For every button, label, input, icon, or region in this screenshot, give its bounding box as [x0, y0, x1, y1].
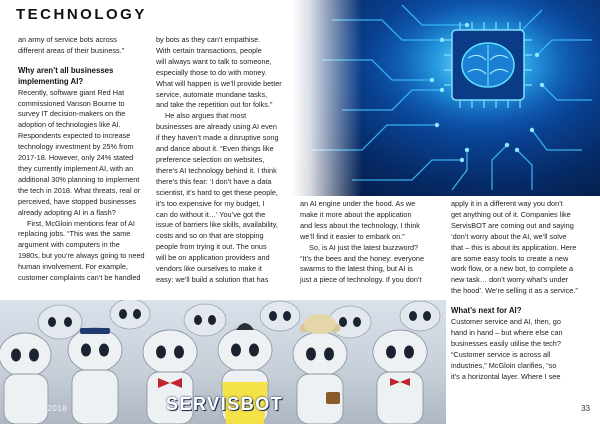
image-fade — [292, 0, 362, 196]
paragraph: Recently, software giant Red Hat commissioned Vanson Bourne to survey IT decision-makers on the adoption of technologies like AI. Respondents expected to increase technology investment by 25% from 2017-18. However, only 24% stated they currently implement AI, with an additional 30% planning to implement the tech in 2018. What threats, real or perceived, have stopped businesses already adopting AI in a flash? — [18, 87, 141, 217]
page-number: 33 — [581, 404, 590, 413]
article-column-1 — [18, 35, 146, 284]
bowtie-icon — [158, 378, 410, 388]
paragraph: apply it in a different way you don’t get anything out of it. Companies like ServisBOT are coming out and saying ‘don’t worry about the AI, we’ll solve that – this is about its application. Here are some easy tools to create a new work flow, or a new bot, to complete a new task… don’t worry what’s under the hood’. We’re selling it as a service.” — [451, 199, 578, 296]
paragraph: by bots as they can’t empathise. With certain transactions, people will always want to talk to someone, especially those to do with money. What will happen is we’ll provide better service, automate mundane tasks, and take the repetition out for folks.” — [156, 35, 282, 110]
subheading: Why aren’t all businesses implementing AI? — [18, 65, 114, 86]
paragraph: So, is AI just the latest buzzword? “It’s the bees and the honey: everyone swarms to the latest thing, but AI is just a piece of technology. If you don’t — [300, 242, 424, 285]
paragraph: an army of service bots across different areas of their business.” — [18, 35, 125, 55]
paragraph: Customer service and AI, then, go hand in hand – but where else can businesses easily utilise the tech? “Customer service is across all industries,” McGloin clarifies, “so it’s a horizontal layer. Where I see — [451, 317, 563, 381]
page-footer-issue: 32 April 2018 — [14, 404, 68, 413]
article-column-3 — [300, 199, 440, 286]
paragraph: an AI engine under the hood. As we make it more about the application and less about the technology, I think we’ll find it easier to embark on.” — [300, 199, 420, 241]
brain-icon — [462, 43, 514, 87]
servisbot-logo: SERVISBOT — [166, 394, 284, 414]
article-column-2 — [156, 35, 292, 286]
subheading: What’s next for AI? — [451, 306, 522, 316]
paragraph: First, McGloin mentions fear of AI replacing jobs. “This was the same argument with computers in the 1980s, but you’re always going to need human involvement. For example, customer complaints can’t be handled — [18, 218, 145, 283]
section-title: TECHNOLOGY — [16, 6, 147, 23]
paragraph: He also argues that most businesses are already using AI even if they haven’t made a disruptive song and dance about it. “Even things like preference selection on websites, there’s AI technology behind it. I think there’s this fear: ‘I don’t have a data scientist, it’s hard to get these people, it’s too expensive for my budget, I can do without it…’ You’ve got the issue of barriers like skills, availability, costs and so on that are stopping people from trying it out. The onus will be on application providers and vendors like ourselves to make it easy: we’ll build a solution that has — [156, 111, 279, 284]
article-column-4 — [451, 199, 597, 383]
